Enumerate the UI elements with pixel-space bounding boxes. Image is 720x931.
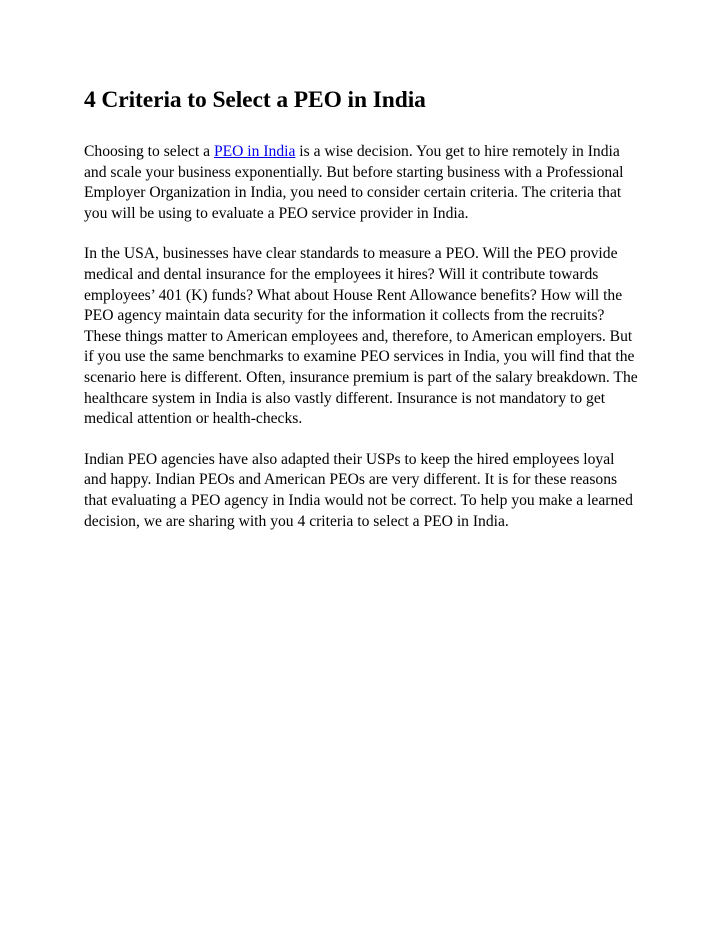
peo-in-india-link[interactable]: PEO in India [213, 143, 296, 160]
paragraph-intro-text-after: is a wise decision. You get to hire remotely in India and scale your business exponentially. But before starting business with a Professional Employer Organization in India, you need to consider certain criteria. The criteria that you will be using to evaluate a PEO service provider in India. [84, 143, 624, 222]
paragraph-usa-standards: In the USA, businesses have clear standards to measure a PEO. Will the PEO provide medical and dental insurance for the employees it hires? Will it contribute towards employees’ 401 (K) funds? What about House Rent Allowance benefits? How will the PEO agency maintain data security for the information it collects from the recruits? These things matter to American employees and, therefore, to American employers. But if you use the same benchmarks to examine PEO services in India, you will find that the scenario here is different. Often, insurance premium is part of the salary breakdown. The healthcare system in India is also vastly different. Insurance is not mandatory to get medical attention or health-checks. [84, 245, 638, 428]
paragraph-intro-text-before: Choosing to select a [84, 143, 214, 160]
paragraph-intro [84, 142, 640, 224]
paragraph-indian-peo: Indian PEO agencies have also adapted their USPs to keep the hired employees loyal and happy. Indian PEOs and American PEOs are very different. It is for these reasons that evaluating a PEO agency in India would not be correct. To help you make a learned decision, we are sharing with you 4 criteria to select a PEO in India. [84, 450, 633, 530]
page-title: 4 Criteria to Select a PEO in India [84, 87, 426, 113]
document-content [84, 86, 640, 552]
